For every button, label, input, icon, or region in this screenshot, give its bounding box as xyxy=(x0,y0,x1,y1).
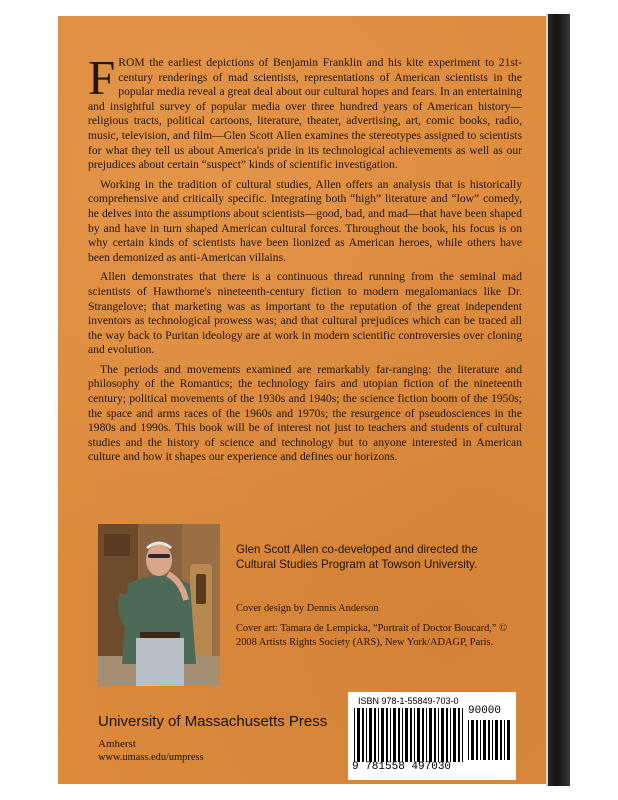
blurb-paragraph-1-text: ROM the earliest depictions of Benjamin Franklin and his kite experiment to 21st-century renderings of mad scientists, representations of American scientists in the popular media reveal a great deal about our cultural hopes and fears. In an entertaining and insightful survey of popular media over three hundred years of American history—religious tracts, political cartoons, literature, theater, advertising, art, comic books, radio, music, television, and film—Glen Scott Allen examines the stereotypes assigned to scientists for what they tell us about America's pride in its technological achievements as well as our prejudices about certain “suspect” kinds of scientific investigation. xyxy=(88,56,522,172)
blurb-paragraph-2: Working in the tradition of cultural studies, Allen offers an analysis that is historically comprehensive and critically specific. Integrating both “high” literature and “low” comedy, he delves into the assumptions about scientists—good, bad, and mad—that have been shaped by and have in turn shaped American cultural forces. Throughout the book, his focus is on why certain kinds of scientists have been lionized as American heroes, while others have been demonized as anti-American villains. xyxy=(88,177,522,264)
cover-art-credit: Cover art: Tamara de Lempicka, “Portrait of Doctor Boucard,” © 2008 Artists Rights Society (ARS), New York/ADAGP, Paris. xyxy=(236,623,507,648)
book-spine xyxy=(548,14,570,786)
publisher-name: University of Massachusetts Press xyxy=(98,713,328,730)
blurb-text xyxy=(88,50,522,470)
price-barcode xyxy=(468,720,512,760)
drop-cap: F xyxy=(88,50,116,105)
back-cover xyxy=(58,16,546,784)
publisher-city: Amherst xyxy=(98,738,136,750)
blurb-paragraph-1 xyxy=(88,50,522,173)
isbn-barcode xyxy=(354,708,464,762)
barcode-digits: 9 781558 497030 xyxy=(352,761,452,773)
price-code: 90000 xyxy=(468,705,502,717)
blurb-paragraph-3: Allen demonstrates that there is a continuous thread running from the seminal mad scientists of Hawthorne's nineteenth-century fiction to modern megalomaniacs like Dr. Strangelove; that marketing was as important to the reputation of the great independent inventors as technological prowess was; and that cultural prejudices which can be traced all the way back to Puritan ideology are at work in modern scientific controversies over cloning and evolution. xyxy=(88,270,522,357)
author-bio: Glen Scott Allen co-developed and directed the Cultural Studies Program at Towson University. xyxy=(236,543,478,571)
author-photo xyxy=(98,524,220,686)
publisher-url: www.umass.edu/umpress xyxy=(98,752,204,763)
cover-design-credit: Cover design by Dennis Anderson xyxy=(236,603,379,614)
barcode-label xyxy=(348,692,516,780)
blurb-paragraph-4: The periods and movements examined are remarkably far-ranging: the literature and philosophy of the Romantics; the technology fairs and utopian fiction of the nineteenth century; political movements of the 1930s and 1940s; the science fiction boom of the 1950s; the space and arms races of the 1960s and 1970s; the resurgence of pseudosciences in the 1980s and 1990s. This book will be of interest not just to teachers and students of cultural studies and the history of science and technology but to anyone interested in American culture and how it shapes our experience and defines our horizons. xyxy=(88,362,522,464)
isbn-text: ISBN 978-1-55849-703-0 xyxy=(358,696,459,706)
